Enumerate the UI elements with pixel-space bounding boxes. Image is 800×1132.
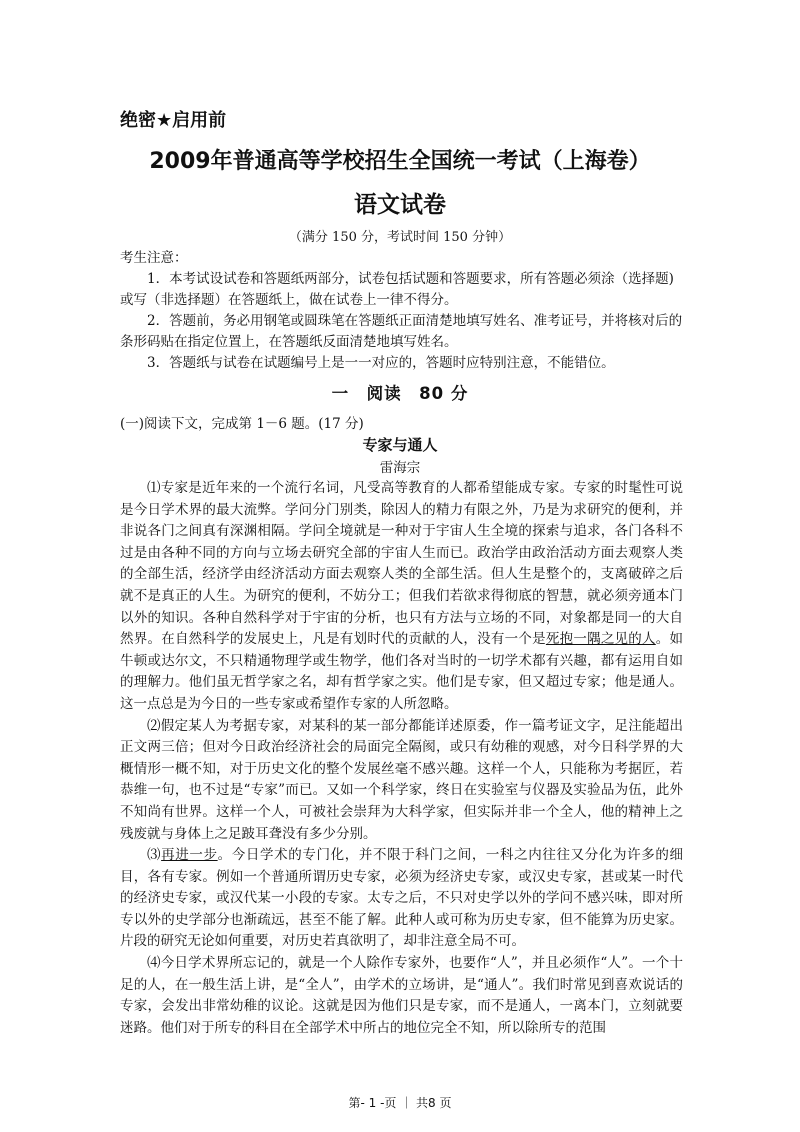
- section-heading: 一 阅读 80 分: [331, 384, 469, 403]
- paragraph-1: [120, 478, 683, 716]
- paragraph-4: ⑷今日学术界所忘记的，就是一个人除作专家外，也要作“人”，并且必须作“人”。一个十足的人，在一般生活上讲，是“全人”，由学术的立场讲，是“通人”。我们时常见到喜欢说话的专家，会发出非常幼稚的议论。这就是因为他们只是专家，而不是通人，一离本门，立刻就要迷路。他们对于所专的科目在全部学术中所占的地位完全不知，所以除所专的范围: [120, 955, 683, 1036]
- paragraph-3: [120, 845, 683, 953]
- page-footer: 第- 1 -页 ｜ 共8 页: [348, 1096, 452, 1110]
- notice-item: 1．本考试设试卷和答题纸两部分，试卷包括试题和答题要求，所有答题必须涂（选择题)或写（非选择题）在答题纸上，做在试卷上一律不得分。: [120, 271, 674, 308]
- p1-text-a: ⑴专家是近年来的一个流行名词，凡受高等教育的人都希望能成专家。专家的时髦性可说是今日学术界的最大流弊。学问分门别类，除因人的精力有限之外，乃是为求研究的便利，并非说各门之间真有深渊相隔。学问全境就是一种对于宇宙人生全境的探索与追求，各门各科不过是由各种不同的方向与立场去研究全部的宇宙人生而已。政治学由政治活动方面去观察人类的全部生活，经济学由经济活动方面去观察人类的全部生活。但人生是整个的，支离破碎之后就不是真正的人生。为研究的便利，不妨分工；但我们若欲求得彻底的智慧，就必须旁通本门以外的知识。各种自然科学对于宇宙的分析，也只有方法与立场的不同，对象都是同一的大自然界。在自然科学的发展史上，凡是有划时代的贡献的人，没有一个是: [120, 480, 683, 648]
- exam-title: 2009年普通高等学校招生全国统一考试（上海卷）: [149, 149, 651, 174]
- notice-item: 2．答题前，务必用钢笔或圆珠笔在答题纸正面清楚地填写姓名、准考证号，并将核对后的条形码贴在指定位置上，在答题纸反面清楚地填写姓名。: [120, 313, 683, 350]
- paragraph-2: ⑵假定某人为考据专家，对某科的某一部分都能详述原委，作一篇考证文字，足注能超出正文两三倍；但对今日政治经济社会的局面完全隔阂，或只有幼稚的观感，对今日科学界的大概情形一概不知，对于历史文化的整个发展丝毫不感兴趣。这样一个人，只能称为考据匠，若恭维一句，也不过是“专家”而已。又如一个科学家，终日在实验室与仪器及实验品为伍，此外不知尚有世界。这样一个人，可被社会崇拜为大科学家，但实际并非一个全人，他的精神上之残废就与身体上之足跛耳聋没有多少分别。: [120, 717, 683, 842]
- p3-text-b: 。今日学术的专门化，并不限于科门之间，一科之内往往又分化为许多的细目，各有专家。例如一个普通所谓历史专家，必须为经济史专家，或汉史专家，甚或某一时代的经济史专家，或汉代某一小段的专家。太专之后，不只对史学以外的学问不感兴味，即对所专以外的史学部分也渐疏远，甚至不能了解。此种人或可称为历史专家，但不能算为历史家。片段的研究无论如何重要，对历史若真欲明了，却非注意全局不可。: [120, 847, 684, 950]
- article-author: 雷海宗: [379, 460, 421, 476]
- notice-label: 考生注意：: [120, 250, 188, 266]
- p1-text-b: 。如牛顿或达尔文，不只精通物理学或生物学，他们各对当时的一切学术都有兴趣，都有运用自如的理解力。他们虽无哲学家之名，却有哲学家之实。他们是专家，但又超过专家；他是通人。这一点总是为今日的一些专家或希望作专家的人所忽略。: [120, 631, 684, 712]
- candidate-notice: [120, 248, 685, 374]
- article-body: [120, 478, 683, 1039]
- p3-text-a: ⑶: [147, 847, 162, 864]
- exam-subtitle: 语文试卷: [354, 192, 446, 218]
- p1-underlined: 死抱一隅之见的人: [545, 631, 656, 648]
- p3-underlined: 再进一步: [161, 847, 218, 864]
- article-title: 专家与通人: [362, 436, 438, 454]
- score-time-info: （满分 150 分，考试时间 150 分钟）: [288, 230, 512, 245]
- notice-item: 3．答题纸与试卷在试题编号上是一一对应的，答题时应特别注意，不能错位。: [147, 355, 615, 371]
- section-instruction: (一)阅读下文，完成第 1－6 题。(17 分): [120, 416, 364, 432]
- secret-mark: 绝密★启用前: [120, 110, 227, 131]
